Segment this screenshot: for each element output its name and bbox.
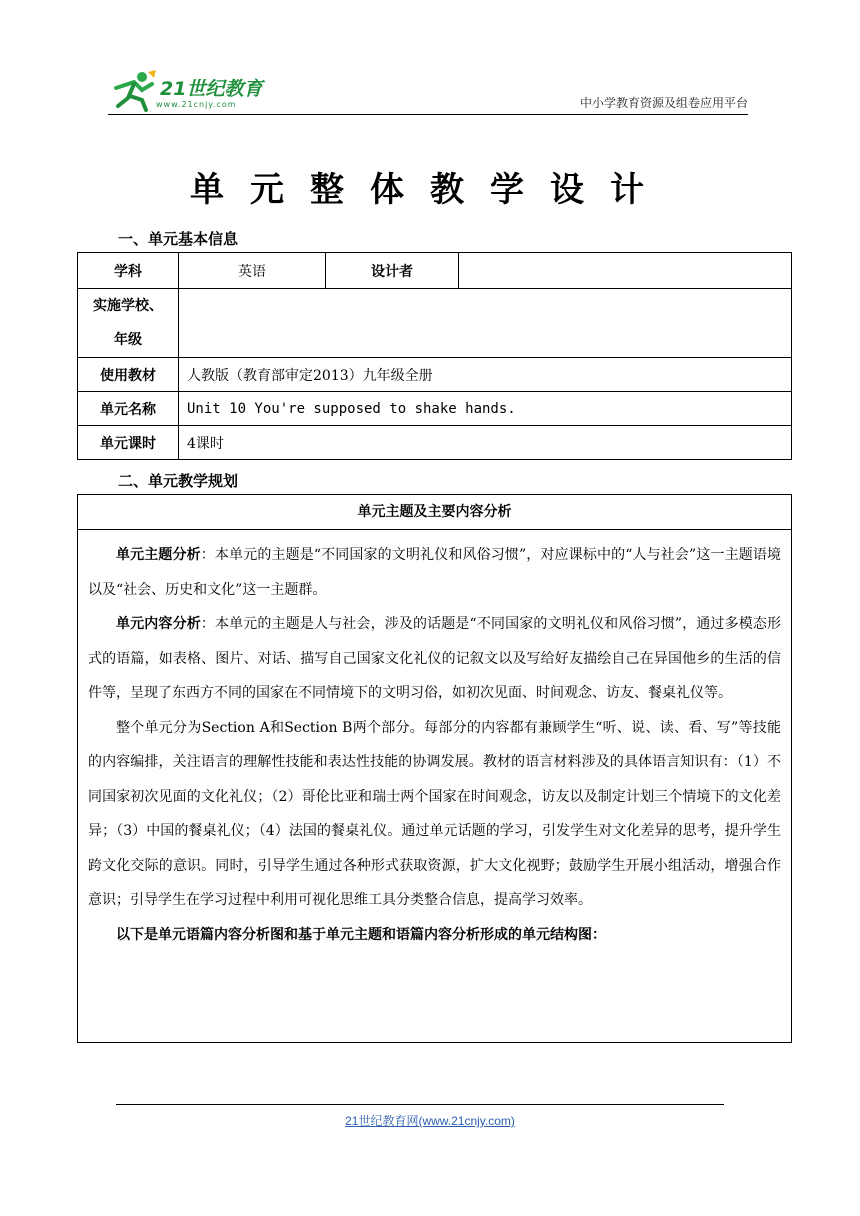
section-teaching-plan-heading: 二、单元教学规划 bbox=[118, 472, 239, 490]
header-divider bbox=[108, 114, 748, 115]
unit-plan-box bbox=[77, 494, 792, 1043]
table-row bbox=[78, 358, 792, 392]
unit-name-label: 单元名称 bbox=[78, 392, 179, 426]
table-row bbox=[78, 253, 792, 289]
table-row bbox=[78, 289, 792, 358]
school-label-line-1: 实施学校、 bbox=[93, 298, 163, 314]
unit-info-table bbox=[77, 252, 792, 460]
unit-name-value: Unit 10 You're supposed to shake hands. bbox=[179, 392, 792, 426]
subject-label: 学科 bbox=[78, 253, 179, 289]
textbook-label: 使用教材 bbox=[78, 358, 179, 392]
school-label-line-2: 年级 bbox=[114, 332, 142, 348]
class-hours-label: 单元课时 bbox=[78, 426, 179, 460]
platform-name: 中小学教育资源及组卷应用平台 bbox=[579, 96, 748, 110]
theme-analysis-label: 单元主题分析 bbox=[116, 547, 201, 563]
logo-text: 21世纪教育 bbox=[160, 78, 263, 100]
designer-label: 设计者 bbox=[326, 253, 459, 289]
designer-value[interactable] bbox=[459, 253, 792, 289]
subject-value: 英语 bbox=[179, 253, 326, 289]
table-row bbox=[78, 426, 792, 460]
content-analysis-text: ：本单元的主题是人与社会，涉及的话题是“不同国家的文明礼仪和风俗习惯”，通过多模态形式的语篇，如表格、图片、对话、描写自己国家文化礼仪的记叙文以及写给好友描绘自己在异国他乡的生活的信件等，呈现了东西方不同的国家在不同情境下的文明习俗，如初次见面、时间观念、访友、餐桌礼仪等。 bbox=[88, 616, 782, 701]
closing-paragraph: 以下是单元语篇内容分析图和基于单元主题和语篇内容分析形成的单元结构图： bbox=[116, 926, 606, 943]
document-title: 单元整体教学设计 bbox=[190, 170, 670, 210]
textbook-value: 人教版（教育部审定2013）九年级全册 bbox=[179, 358, 792, 392]
unit-structure-paragraph: 整个单元分为Section A和Section B两个部分。每部分的内容都有兼顾学生“听、说、读、看、写”等技能的内容编排，关注语言的理解性技能和表达性技能的协调发展。教材的语言材料涉及的具体语言知识有：（1）不同国家初次见面的文化礼仪；（2）哥伦比亚和瑞士两个国家在时间观念，访友以及制定计划三个情境下的文化差异；（3）中国的餐桌礼仪；（4）法国的餐桌礼仪。通过单元话题的学习，引发学生对文化差异的思考，提升学生跨文化交际的意识。同时，引导学生通过各种形式获取资源，扩大文化视野；鼓励学生开展小组活动，增强合作意识；引导学生在学习过程中利用可视化思维工具分类整合信息，提高学习效率。 bbox=[88, 719, 781, 908]
class-hours-value: 4课时 bbox=[179, 426, 792, 460]
plan-header: 单元主题及主要内容分析 bbox=[78, 495, 791, 530]
table-row bbox=[78, 392, 792, 426]
runner-logo-icon bbox=[108, 68, 158, 112]
footer-divider bbox=[116, 1104, 724, 1105]
theme-analysis-paragraph bbox=[88, 538, 781, 607]
school-label bbox=[78, 289, 179, 358]
site-logo[interactable] bbox=[108, 68, 288, 112]
content-analysis-paragraph bbox=[88, 607, 781, 711]
section-basic-info-heading: 一、单元基本信息 bbox=[118, 230, 239, 248]
content-analysis-label: 单元内容分析 bbox=[116, 616, 201, 632]
page-header bbox=[108, 66, 748, 116]
theme-analysis-text: ：本单元的主题是“不同国家的文明礼仪和风俗习惯”，对应课标中的“人与社会”这一主题语境以及“社会、历史和文化”这一主题群。 bbox=[88, 547, 781, 598]
logo-url: www.21cnjy.com bbox=[156, 100, 237, 109]
school-value[interactable] bbox=[179, 289, 792, 358]
footer-link[interactable]: 21世纪教育网(www.21cnjy.com) bbox=[345, 1114, 515, 1128]
plan-body bbox=[78, 530, 791, 952]
